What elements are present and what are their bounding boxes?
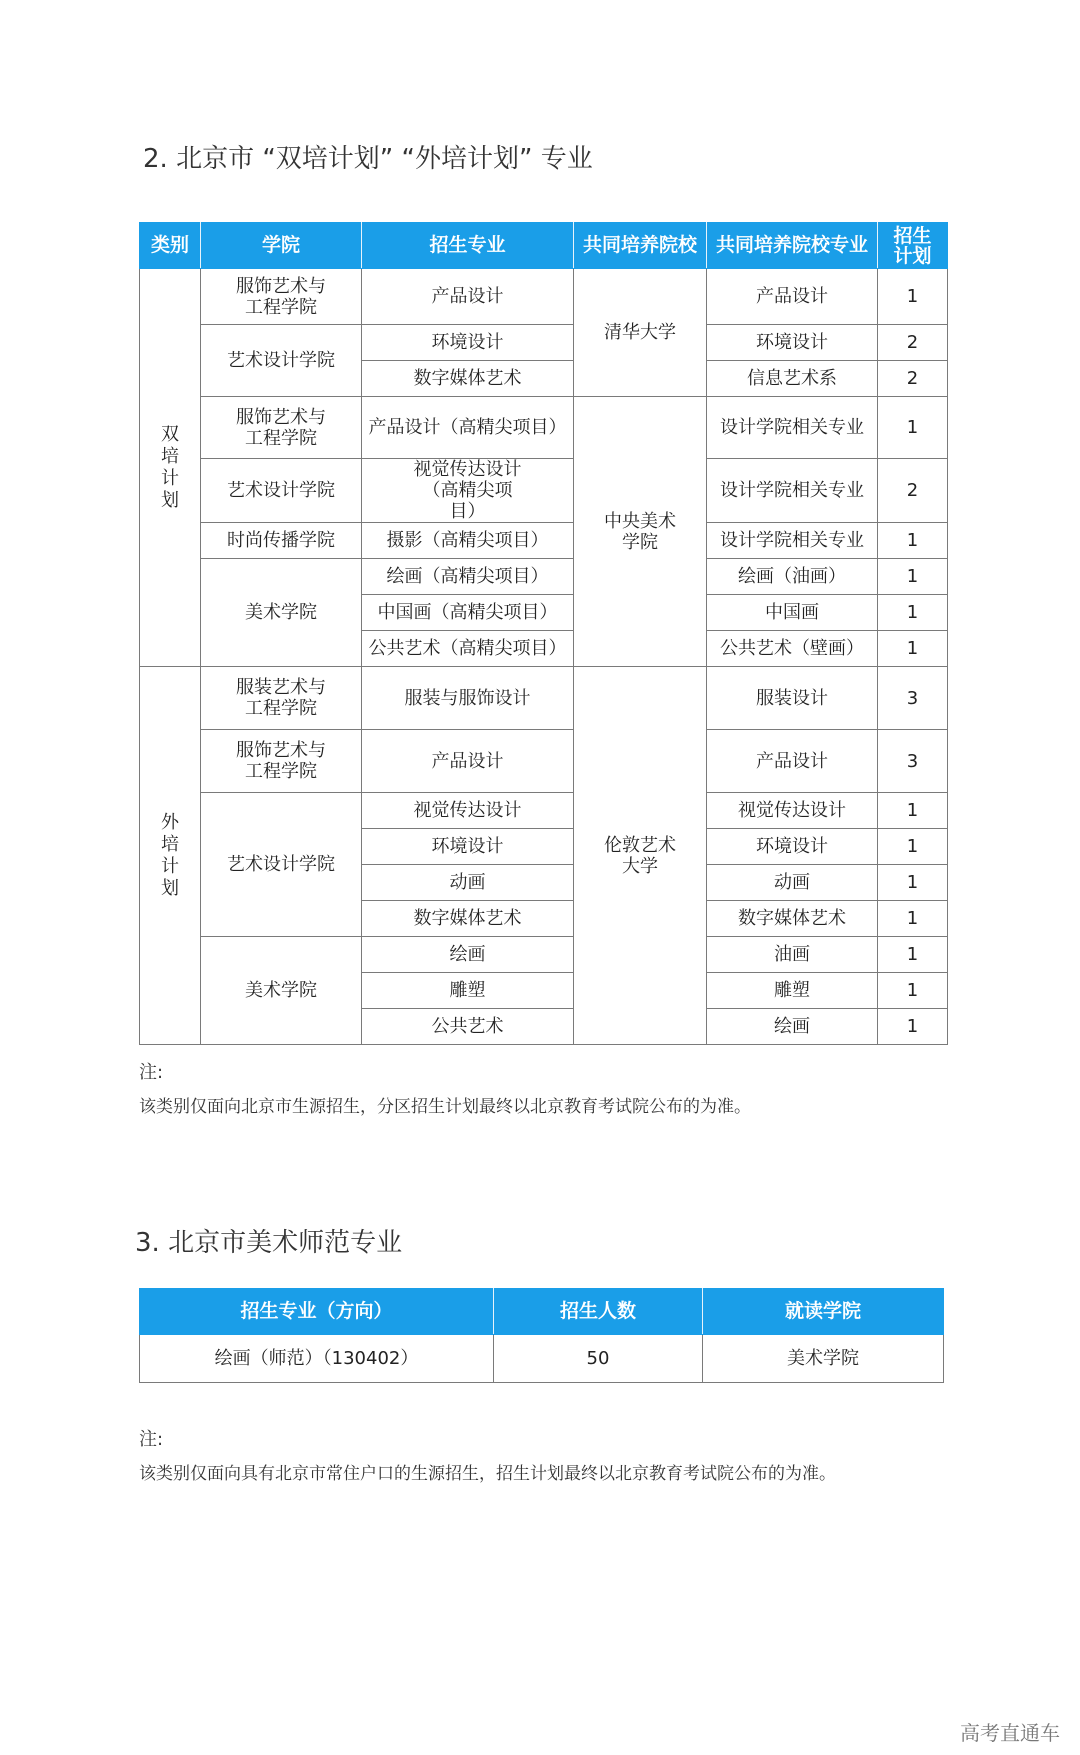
partner-major-cell: 公共艺术（壁画）	[707, 631, 878, 667]
header-plan: 招生计划	[878, 223, 948, 269]
table-row	[140, 397, 948, 459]
partner-major-cell: 服装设计	[707, 667, 878, 730]
header-count: 招生人数	[494, 1289, 703, 1335]
plan-cell: 3	[878, 667, 948, 730]
header-major: 招生专业	[362, 223, 574, 269]
major-cell: 产品设计	[362, 730, 574, 793]
major-cell: 数字媒体艺术	[362, 901, 574, 937]
college-cell: 服饰艺术与工程学院	[201, 269, 362, 325]
major-cell: 动画	[362, 865, 574, 901]
partner-major-cell: 设计学院相关专业	[707, 523, 878, 559]
table-row	[140, 325, 948, 361]
plan-cell: 2	[878, 325, 948, 361]
plan-cell: 1	[878, 973, 948, 1009]
header-partner: 共同培养院校	[574, 223, 707, 269]
section3-note: 该类别仅面向具有北京市常住户口的生源招生，招生计划最终以北京教育考试院公布的为准。	[139, 1464, 836, 1484]
major-cell: 视觉传达设计	[362, 793, 574, 829]
partner-major-cell: 动画	[707, 865, 878, 901]
college-cell: 艺术设计学院	[201, 793, 362, 937]
header-category: 类别	[140, 223, 201, 269]
table-row	[140, 1335, 944, 1383]
partner-major-cell: 环境设计	[707, 829, 878, 865]
partner-major-cell: 产品设计	[707, 269, 878, 325]
college-cell: 美术学院	[703, 1335, 944, 1383]
major-cell: 绘画（高精尖项目）	[362, 559, 574, 595]
major-cell: 绘画	[362, 937, 574, 973]
section3-note-label: 注:	[139, 1429, 164, 1450]
table-header-row	[140, 223, 948, 269]
partner-major-cell: 数字媒体艺术	[707, 901, 878, 937]
header-major: 招生专业（方向）	[140, 1289, 494, 1335]
plan-cell: 2	[878, 361, 948, 397]
major-cell: 产品设计（高精尖项目）	[362, 397, 574, 459]
college-cell: 艺术设计学院	[201, 459, 362, 523]
table-row	[140, 730, 948, 793]
plan-cell: 1	[878, 865, 948, 901]
watermark: 高考直通车	[960, 1721, 1060, 1745]
table-header-row	[140, 1289, 944, 1335]
plan-cell: 1	[878, 829, 948, 865]
partner-major-cell: 产品设计	[707, 730, 878, 793]
plan-cell: 1	[878, 559, 948, 595]
section2-note: 该类别仅面向北京市生源招生，分区招生计划最终以北京教育考试院公布的为准。	[139, 1097, 751, 1117]
partner-cell: 清华大学	[574, 269, 707, 397]
college-cell: 美术学院	[201, 937, 362, 1045]
table-row	[140, 559, 948, 595]
college-cell: 服饰艺术与工程学院	[201, 397, 362, 459]
plan-cell: 1	[878, 631, 948, 667]
section3-title: 3. 北京市美术师范专业	[135, 1228, 403, 1258]
plan-cell: 2	[878, 459, 948, 523]
plan-cell: 1	[878, 523, 948, 559]
partner-major-cell: 绘画（油画）	[707, 559, 878, 595]
plan-cell: 1	[878, 937, 948, 973]
category-cell: 外培计划	[140, 667, 201, 1045]
section2-title: 2. 北京市 “双培计划” “外培计划” 专业	[143, 144, 593, 174]
normal-major-table	[139, 1288, 944, 1383]
major-cell: 绘画（师范）（130402）	[140, 1335, 494, 1383]
major-cell: 环境设计	[362, 829, 574, 865]
college-cell: 服饰艺术与工程学院	[201, 730, 362, 793]
partner-major-cell: 环境设计	[707, 325, 878, 361]
table-row	[140, 793, 948, 829]
header-partner-major: 共同培养院校专业	[707, 223, 878, 269]
table-row	[140, 269, 948, 325]
major-cell: 产品设计	[362, 269, 574, 325]
partner-major-cell: 油画	[707, 937, 878, 973]
college-cell: 艺术设计学院	[201, 325, 362, 397]
major-cell: 公共艺术（高精尖项目）	[362, 631, 574, 667]
partner-major-cell: 绘画	[707, 1009, 878, 1045]
major-cell: 摄影（高精尖项目）	[362, 523, 574, 559]
table-row	[140, 937, 948, 973]
plan-cell: 1	[878, 1009, 948, 1045]
plan-cell: 3	[878, 730, 948, 793]
major-cell: 环境设计	[362, 325, 574, 361]
partner-major-cell: 雕塑	[707, 973, 878, 1009]
major-cell: 公共艺术	[362, 1009, 574, 1045]
table-row	[140, 523, 948, 559]
dual-training-table	[139, 222, 948, 1045]
header-college: 学院	[201, 223, 362, 269]
major-cell: 数字媒体艺术	[362, 361, 574, 397]
partner-major-cell: 设计学院相关专业	[707, 397, 878, 459]
partner-major-cell: 信息艺术系	[707, 361, 878, 397]
major-cell: 服装与服饰设计	[362, 667, 574, 730]
table-row	[140, 459, 948, 523]
college-cell: 美术学院	[201, 559, 362, 667]
major-cell: 中国画（高精尖项目）	[362, 595, 574, 631]
partner-major-cell: 中国画	[707, 595, 878, 631]
plan-cell: 1	[878, 595, 948, 631]
plan-cell: 1	[878, 397, 948, 459]
partner-major-cell: 设计学院相关专业	[707, 459, 878, 523]
college-cell: 时尚传播学院	[201, 523, 362, 559]
partner-cell: 中央美术学院	[574, 397, 707, 667]
major-cell: 雕塑	[362, 973, 574, 1009]
partner-cell: 伦敦艺术大学	[574, 667, 707, 1045]
header-college: 就读学院	[703, 1289, 944, 1335]
count-cell: 50	[494, 1335, 703, 1383]
college-cell: 服装艺术与工程学院	[201, 667, 362, 730]
category-cell: 双培计划	[140, 269, 201, 667]
plan-cell: 1	[878, 901, 948, 937]
table-row	[140, 667, 948, 730]
partner-major-cell: 视觉传达设计	[707, 793, 878, 829]
plan-cell: 1	[878, 269, 948, 325]
section2-note-label: 注:	[139, 1062, 164, 1083]
major-cell: 视觉传达设计（高精尖项目）	[362, 459, 574, 523]
plan-cell: 1	[878, 793, 948, 829]
